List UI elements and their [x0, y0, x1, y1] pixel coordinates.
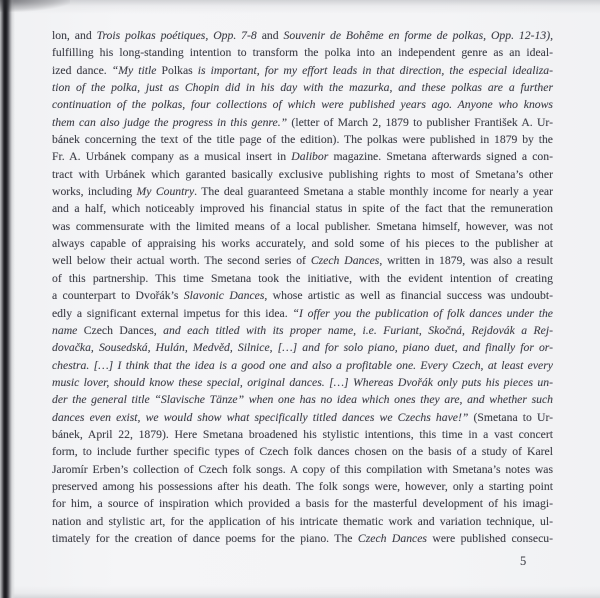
text-line: nation and stylistic art, for the application of his intricate thematic work and variation technique, ul-: [52, 514, 553, 528]
page-number: 5: [520, 554, 527, 568]
text-line: works, including My Country. The deal guaranteed Smetana a stable monthly income for nearly a year: [52, 185, 553, 199]
text-line: well below their actual worth. The second series of Czech Dances, written in 1879, was also a result: [52, 254, 553, 268]
text-line: fulfilling his long-standing intention to transform the polka into an independent genre as an ideal-: [52, 46, 554, 60]
text-line: tion of the polka, just as Chopin did in his day with the mazurka, and these polkas are a further: [52, 81, 554, 95]
text-line: a counterpart to Dvořák’s Slavonic Dances, whose artistic as well as financial success was undoubt-: [52, 289, 554, 303]
text-line: edly a significant external impetus for this idea. “I offer you the publication of folk dances under the: [52, 306, 553, 320]
text-line: form, to include further specific types of Czech folk dances chosen on the basis of a study of Karel: [52, 445, 553, 459]
text-line: bánek concerning the text of the title page of the edition). The polkas were published in 1879 by the: [52, 133, 553, 147]
text-line: ized dance. “My title Polkas is important, for my effort leads in that direction, the especial idealiza-: [52, 63, 553, 77]
text-line: Fr. A. Urbánek company as a musical insert in Dalibor magazine. Smetana afterwards signed a con-: [52, 150, 554, 164]
body-text: [52, 27, 553, 547]
spine-corner-shadow: [0, 0, 70, 12]
text-line: name Czech Dances, and each titled with its proper name, i.e. Furiant, Skočná, Rejdovák a Rej-: [52, 323, 553, 337]
book-spine-shadow: [0, 0, 15, 598]
text-line: for him, a source of inspiration which provided a basis for the masterful development of his imagi-: [52, 497, 553, 511]
text-line: der the general title “Slavische Tänze” when one has no idea which ones they are, and whether such: [52, 393, 554, 407]
text-line: bánek, April 22, 1879). Here Smetana broadened his stylistic intentions, this time in a vast concert: [52, 427, 553, 441]
text-line: timately for the creation of dance poems for the piano. The Czech Dances were published consecu-: [52, 531, 553, 545]
text-line: was commensurate with the limited means of a local publisher. Smetana himself, however, was not: [52, 219, 553, 233]
text-line: chestra. […] I think that the idea is a good one and also a profitable one. Every Czech, at least every: [52, 358, 553, 372]
text-line: music lover, should know these special, original dances. […] Whereas Dvořák only puts his pieces un-: [52, 375, 554, 389]
text-line: dovačka, Sousedská, Hulán, Medvěd, Silnice, […] and for solo piano, piano duet, and finally for or-: [52, 341, 553, 355]
text-line: Jaromír Erben’s collection of Czech folk songs. A copy of this compilation with Smetana’s notes was: [52, 462, 553, 476]
text-line: continuation of the polkas, four collections of which were published years ago. Anyone who knows: [52, 98, 553, 112]
text-line: and a half, which noticeably improved his financial status in spite of the fact that the remuneration: [52, 202, 553, 216]
text-line: lon, and Trois polkas poétiques, Opp. 7-8 and Souvenir de Bohême en forme de polkas, Opp. 12-13),: [52, 29, 554, 42]
text-line: of this partnership. This time Smetana took the initiative, with the evident intention of creating: [52, 271, 553, 285]
text-line: preserved among his possessions after his death. The folk songs were, however, only a starting point: [52, 479, 553, 493]
text-line: tract with Urbánek which garanted basically exclusive publishing rights to most of Smetana’s other: [52, 167, 553, 181]
text-line: always capable of appraising his works accurately, and sold some of his pieces to the publisher at: [52, 237, 553, 251]
text-line: them can also judge the progress in this genre.” (letter of March 2, 1879 to publisher František A. Ur-: [52, 115, 553, 129]
text-line: dances even exist, we would show what specifically titled dances we Czechs have!” (Smetana to Ur-: [52, 410, 553, 424]
